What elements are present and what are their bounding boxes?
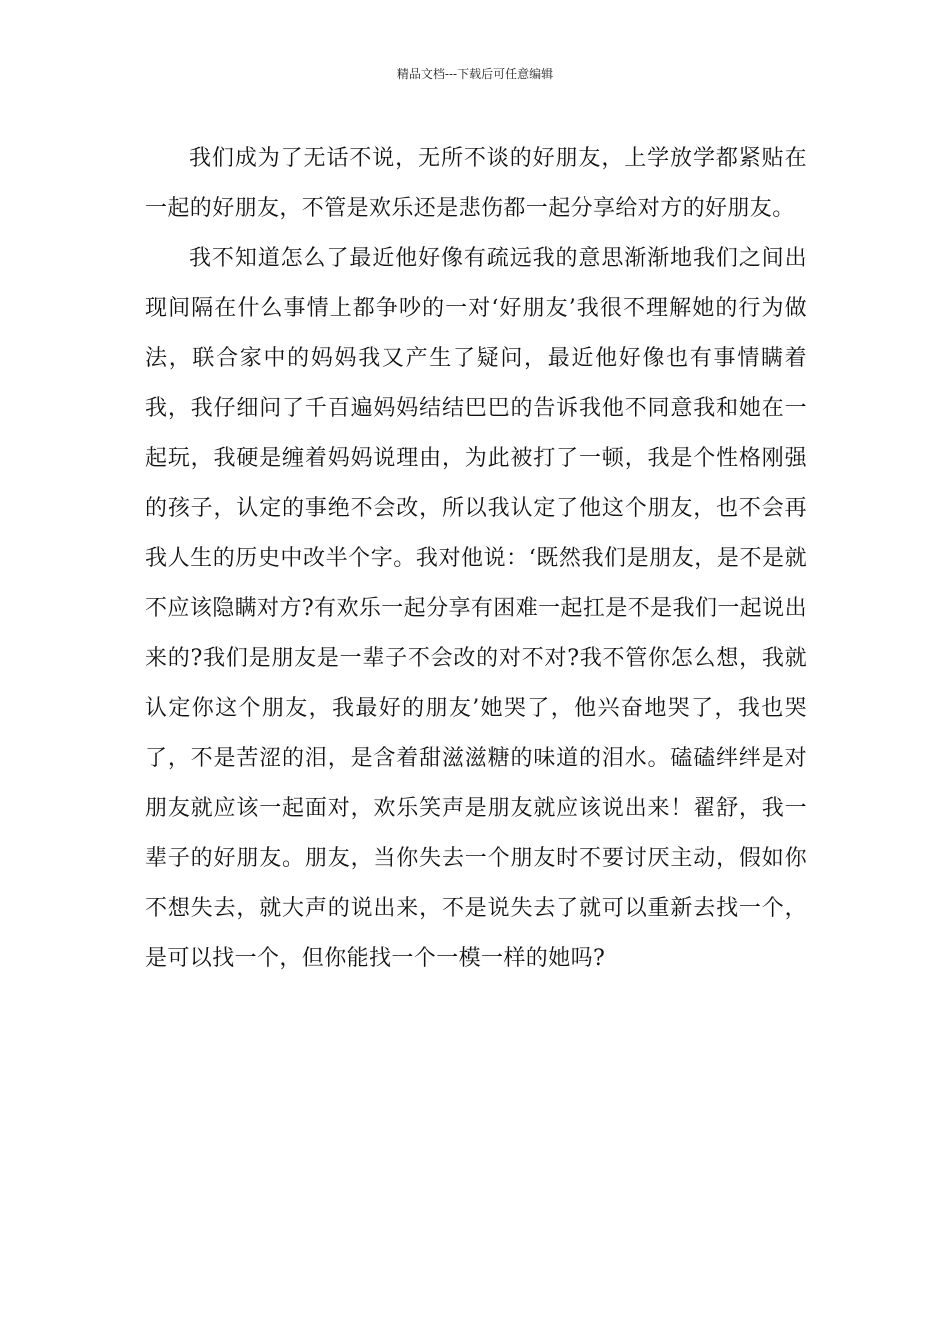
page-header: 精品文档---下载后可任意编辑 bbox=[396, 67, 554, 81]
paragraph-1: 我们成为了无话不说，无所不谈的好朋友，上学放学都紧贴在一起的好朋友，不管是欢乐还是悲伤都一起分享给对方的好朋友。 bbox=[145, 146, 807, 221]
paragraph-2: 我不知道怎么了最近他好像有疏远我的意思渐渐地我们之间出现间隔在什么事情上都争吵的一对‘好朋友’我很不理解她的行为做法，联合家中的妈妈我又产生了疑问，最近他好像也有事情瞒着我，我仔细问了千百遍妈妈结结巴巴的告诉我他不同意我和她在一起玩，我硬是缠着妈妈说理由，为此被打了一顿，我是个性格刚强的孩子，认定的事绝不会改，所以我认定了他这个朋友，也不会再我人生的历史中改半个字。我对他说：‘既然我们是朋友，是不是就不应该隐瞒对方?有欢乐一起分享有困难一起扛是不是我们一起说出来的?我们是朋友是一辈子不会改的对不对?我不管你怎么想，我就认定你这个朋友，我最好的朋友’她哭了，他兴奋地哭了，我也哭了，不是苦涩的泪，是含着甜滋滋糖的味道的泪水。磕磕绊绊是对朋友就应该一起面对，欢乐笑声是朋友就应该说出来！翟舒，我一辈子的好朋友。朋友，当你失去一个朋友时不要讨厌主动，假如你不想失去，就大声的说出来，不是说失去了就可以重新去找一个，是可以找一个，但你能找一个一模一样的她吗? bbox=[145, 246, 807, 971]
document-body bbox=[145, 134, 807, 984]
